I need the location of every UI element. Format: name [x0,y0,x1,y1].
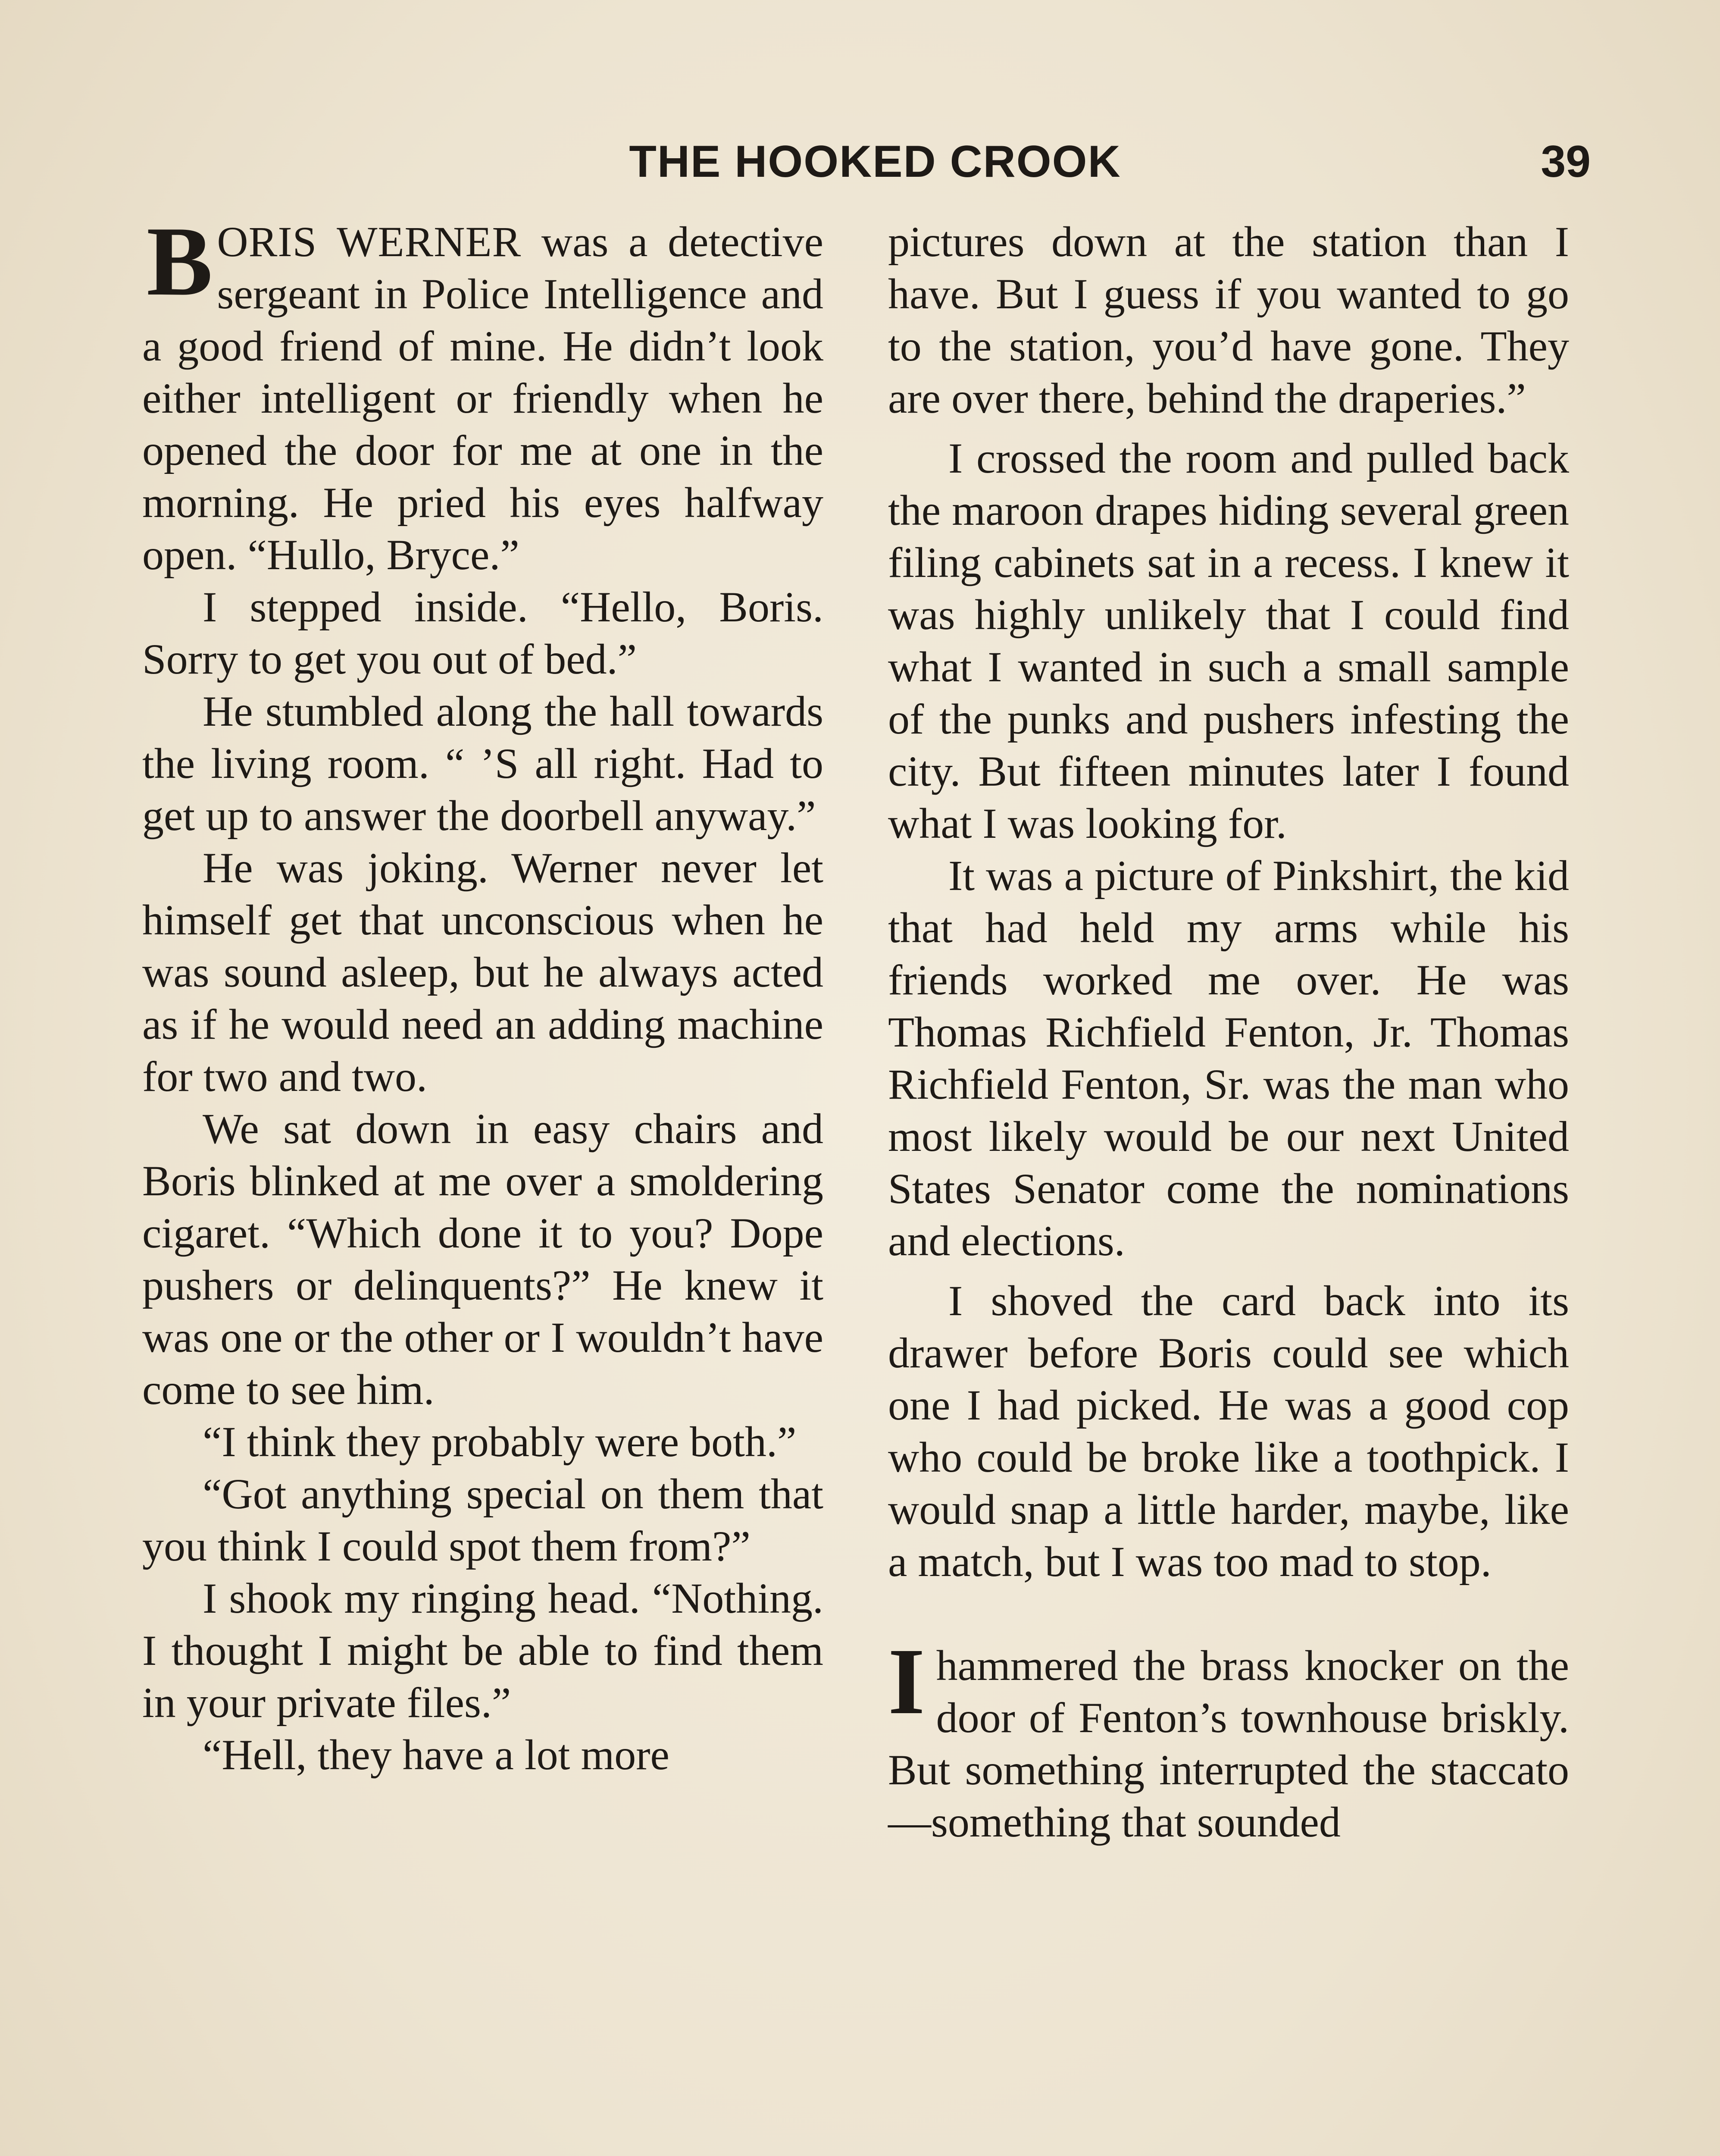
section-break [888,1588,1569,1639]
paragraph: We sat down in easy chairs and Boris blinked at me over a smoldering cigaret. “Which done it to you? Dope pushers or delinquents?” He knew it was one or the other or I wouldn’t have come to see him. [142,1105,823,1413]
paragraph: “I think they probably were both.” [203,1418,797,1466]
paragraph: He was joking. Werner never let himself get that unconscious when he was sound asleep, but he always acted as if he would need an adding machine for two and two. [142,844,823,1100]
drop-cap: B [147,206,213,316]
paragraph: He stumbled along the hall towards the living room. “ ’S all right. Had to get up to answer the doorbell anyway.” [142,687,823,840]
drop-cap: I [888,1629,925,1734]
paragraph: I shook my ringing head. “Nothing. I thought I might be able to find them in your private files.” [142,1574,823,1727]
paragraph-text: was a detective sergeant in Police Intelligence and a good friend of mine. He didn’t look either intelligent or friendly when he opened the door for me at one in the morning. He pried his eyes halfway open. “Hullo, Bryce.” [142,218,823,579]
running-title: THE HOOKED CROOK [629,137,1121,187]
paragraph: pictures down at the station than I have. But I guess if you wanted to go to the station, you’d have gone. They are over there, behind the draperies.” [888,218,1569,422]
paragraph-text: hammered the brass knocker on the door of Fenton’s townhouse briskly. But something interrupted the staccato —something that sounded [888,1642,1569,1846]
right-column [888,216,1569,1848]
paragraph: I stepped inside. “Hello, Boris. Sorry to get you out of bed.” [142,583,823,683]
paragraph: “Hell, they have a lot more [203,1731,669,1779]
paragraph: “Got anything special on them that you think I could spot them from?” [142,1470,823,1570]
paragraph: I crossed the room and pulled back the maroon drapes hiding several green filing cabinets sat in a recess. I knew it was highly unlikely that I could find what I wanted in such a small sample of the punks and pushers infesting the city. But fifteen minutes later I found what I was looking for. [888,434,1569,847]
paragraph [888,1629,1569,1848]
left-column [142,206,823,1781]
page-number: 39 [1541,137,1591,187]
paragraph: It was a picture of Pinkshirt, the kid that had held my arms while his friends worked me over. He was Thomas Richfield Fenton, Jr. Thomas Richfield Fenton, Sr. was the man who most likely would be our next United States Senator come the nominations and elections. [888,852,1569,1265]
paragraph [142,206,823,581]
paragraph: I shoved the card back into its drawer before Boris could see which one I had picked. He was a good cop who could be broke like a toothpick. I would snap a little harder, maybe, like a match, but I was too mad to stop. [888,1277,1569,1586]
page-header [0,129,1720,198]
opening-name: ORIS WERNER [217,218,522,266]
